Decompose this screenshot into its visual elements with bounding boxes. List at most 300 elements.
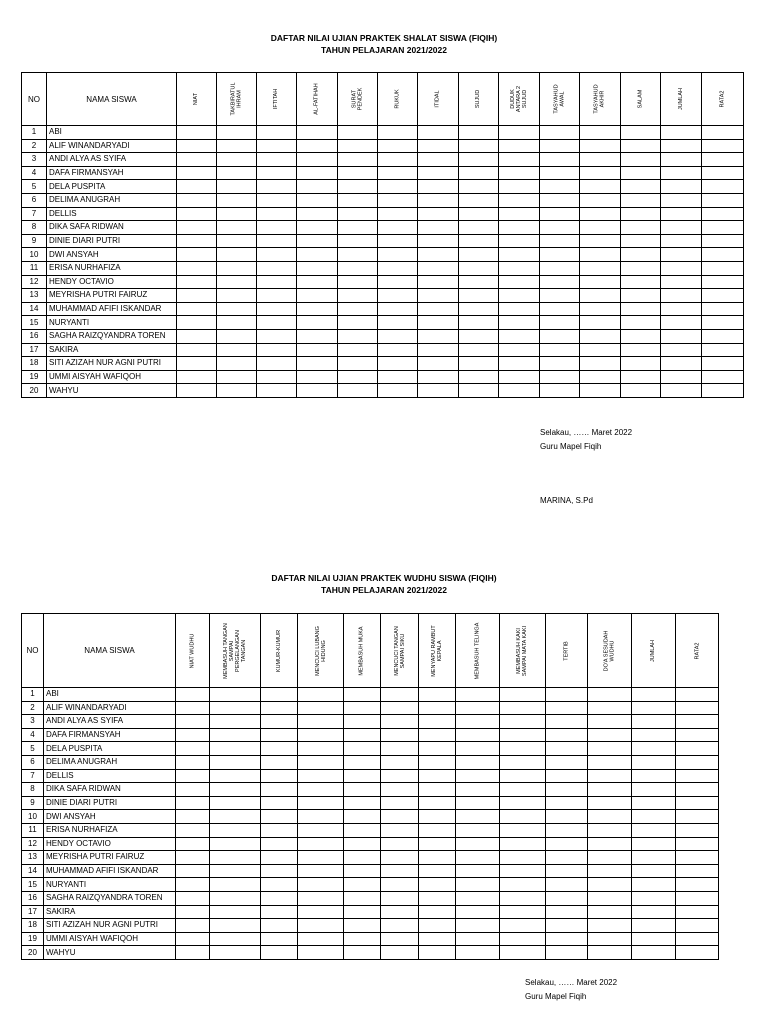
score-cell-iftitah	[257, 166, 297, 180]
score-cell-al-fatihah	[297, 153, 338, 167]
score-cell-tasyahud-awal	[540, 370, 580, 384]
score-cell-rukuk	[378, 261, 418, 275]
score-cell-rata2	[676, 783, 719, 797]
score-cell-sujud	[459, 166, 499, 180]
student-name: DIKA SAFA RIDWAN	[47, 221, 177, 235]
score-cell-membasuh-kaki-sampai-mata-kaki	[500, 688, 546, 702]
score-cell-menyapu-rambut-kepala	[419, 688, 456, 702]
score-cell-jumlah	[632, 919, 676, 933]
score-cell-iftitah	[257, 221, 297, 235]
table-row	[22, 248, 744, 262]
score-cell-duduk-antara-2-sujud	[499, 207, 540, 221]
score-cell-tasyahud-akhir	[580, 166, 621, 180]
score-cell-takbiratul-ihram	[217, 316, 257, 330]
score-cell-membasuh-kaki-sampai-mata-kaki	[500, 919, 546, 933]
score-cell-salam	[621, 275, 661, 289]
score-cell-membasuh-tangan-sampai-pergelangan-tangan	[210, 755, 261, 769]
score-cell-tasyahud-akhir	[580, 207, 621, 221]
score-cell-tasyahud-akhir	[580, 126, 621, 140]
score-cell-niat	[177, 207, 217, 221]
score-cell-salam	[621, 180, 661, 194]
score-cell-itidal	[418, 139, 459, 153]
score-cell-iftitah	[257, 139, 297, 153]
table-row	[22, 837, 719, 851]
col-header-sujud	[459, 73, 499, 126]
score-cell-do-a-sesudah-wudhu	[588, 715, 632, 729]
score-cell-menyapu-rambut-kepala	[419, 878, 456, 892]
score-cell-membasuh-tangan-sampai-pergelangan-tangan	[210, 769, 261, 783]
score-cell-rata2	[702, 302, 744, 316]
score-cell-takbiratul-ihram	[217, 275, 257, 289]
score-cell-sujud	[459, 126, 499, 140]
score-cell-tasyahud-awal	[540, 302, 580, 316]
student-name: DINIE DIARI PUTRI	[44, 796, 176, 810]
score-cell-membasuh-tangan-sampai-pergelangan-tangan	[210, 715, 261, 729]
score-cell-rukuk	[378, 248, 418, 262]
score-cell-tasyahud-awal	[540, 180, 580, 194]
score-cell-membasuh-tangan-sampai-pergelangan-tangan	[210, 919, 261, 933]
score-cell-menyapu-rambut-kepala	[419, 905, 456, 919]
score-cell-niat	[177, 193, 217, 207]
table-row	[22, 261, 744, 275]
score-cell-mencuci-tangan-sampai-siku	[381, 810, 419, 824]
score-cell-itidal	[418, 126, 459, 140]
student-name: DINIE DIARI PUTRI	[47, 234, 177, 248]
score-cell-surat-pendek	[338, 329, 378, 343]
score-cell-surat-pendek	[338, 180, 378, 194]
score-cell-sujud	[459, 370, 499, 384]
score-cell-mencuci-lubang-hidung	[298, 946, 344, 960]
score-cell-sujud	[459, 384, 499, 398]
score-cell-membasuh-tangan-sampai-pergelangan-tangan	[210, 688, 261, 702]
score-cell-rata2	[702, 166, 744, 180]
score-cell-al-fatihah	[297, 289, 338, 303]
score-cell-duduk-antara-2-sujud	[499, 153, 540, 167]
col-header-label: RATA2	[719, 90, 726, 108]
score-cell-do-a-sesudah-wudhu	[588, 688, 632, 702]
score-cell-tasyahud-awal	[540, 207, 580, 221]
score-cell-tertib	[546, 796, 588, 810]
shalat-title	[0, 32, 768, 56]
signature-teacher-name: MARINA, S.Pd	[540, 496, 593, 505]
score-cell-sujud	[459, 261, 499, 275]
score-cell-menyapu-rambut-kepala	[419, 919, 456, 933]
row-number: 8	[22, 221, 47, 235]
score-cell-itidal	[418, 289, 459, 303]
score-cell-sujud	[459, 180, 499, 194]
score-cell-itidal	[418, 384, 459, 398]
score-cell-mencuci-lubang-hidung	[298, 688, 344, 702]
row-number: 15	[22, 878, 44, 892]
score-cell-salam	[621, 370, 661, 384]
score-cell-mencuci-lubang-hidung	[298, 783, 344, 797]
score-cell-niat-wudhu	[176, 810, 210, 824]
student-name: SITI AZIZAH NUR AGNI PUTRI	[47, 357, 177, 371]
score-cell-rukuk	[378, 302, 418, 316]
score-cell-duduk-antara-2-sujud	[499, 193, 540, 207]
score-cell-membasuh-kaki-sampai-mata-kaki	[500, 742, 546, 756]
score-cell-mencuci-lubang-hidung	[298, 769, 344, 783]
score-cell-rata2	[676, 932, 719, 946]
col-header-rata2	[676, 614, 719, 688]
col-header-nama-siswa: NAMA SISWA	[47, 73, 177, 126]
score-cell-sujud	[459, 275, 499, 289]
score-cell-jumlah	[661, 357, 702, 371]
col-header-label: JUMLAH	[650, 639, 657, 662]
table-row	[22, 180, 744, 194]
score-cell-membasuh-muka	[344, 688, 381, 702]
score-cell-membasuh-muka	[344, 837, 381, 851]
score-cell-rukuk	[378, 275, 418, 289]
row-number: 20	[22, 946, 44, 960]
score-cell-membasuh-telinga	[456, 796, 500, 810]
col-header-duduk-antara-2-sujud	[499, 73, 540, 126]
student-name: ANDI ALYA AS SYIFA	[47, 153, 177, 167]
row-number: 6	[22, 193, 47, 207]
table-row	[22, 878, 719, 892]
score-cell-rukuk	[378, 166, 418, 180]
score-cell-menyapu-rambut-kepala	[419, 755, 456, 769]
col-header-label: MEMBASUH MUKA	[359, 625, 366, 676]
row-number: 15	[22, 316, 47, 330]
score-cell-membasuh-telinga	[456, 905, 500, 919]
wudhu-title-line1: DAFTAR NILAI UJIAN PRAKTEK WUDHU SISWA (FIQIH)	[271, 573, 497, 583]
score-cell-mencuci-tangan-sampai-siku	[381, 864, 419, 878]
score-cell-duduk-antara-2-sujud	[499, 248, 540, 262]
score-cell-rata2	[702, 248, 744, 262]
score-cell-mencuci-lubang-hidung	[298, 742, 344, 756]
score-cell-do-a-sesudah-wudhu	[588, 878, 632, 892]
score-cell-tasyahud-akhir	[580, 234, 621, 248]
score-cell-niat	[177, 289, 217, 303]
table-row	[22, 329, 744, 343]
score-cell-surat-pendek	[338, 126, 378, 140]
student-name: SAGHA RAIZQYANDRA TOREN	[44, 891, 176, 905]
score-cell-jumlah	[632, 851, 676, 865]
col-header-membasuh-telinga	[456, 614, 500, 688]
col-header-al-fatihah	[297, 73, 338, 126]
score-cell-mencuci-tangan-sampai-siku	[381, 688, 419, 702]
score-cell-sujud	[459, 248, 499, 262]
score-cell-takbiratul-ihram	[217, 126, 257, 140]
score-cell-rukuk	[378, 289, 418, 303]
score-cell-membasuh-kaki-sampai-mata-kaki	[500, 878, 546, 892]
score-cell-do-a-sesudah-wudhu	[588, 932, 632, 946]
score-cell-membasuh-telinga	[456, 769, 500, 783]
col-header-kumur-kumur	[261, 614, 298, 688]
row-number: 8	[22, 783, 44, 797]
score-cell-rata2	[702, 193, 744, 207]
col-header-membasuh-tangan-sampai-pergelangan-tangan	[210, 614, 261, 688]
col-header-label: ITIDAL	[435, 90, 441, 108]
score-cell-membasuh-tangan-sampai-pergelangan-tangan	[210, 810, 261, 824]
score-cell-itidal	[418, 357, 459, 371]
col-header-tasyahud-awal	[540, 73, 580, 126]
score-cell-do-a-sesudah-wudhu	[588, 864, 632, 878]
score-cell-jumlah	[632, 837, 676, 851]
score-cell-niat	[177, 153, 217, 167]
score-cell-al-fatihah	[297, 221, 338, 235]
score-cell-iftitah	[257, 275, 297, 289]
row-number: 14	[22, 302, 47, 316]
score-cell-rukuk	[378, 221, 418, 235]
row-number: 4	[22, 728, 44, 742]
score-cell-jumlah	[632, 769, 676, 783]
signature-place-date: Selakau, …… Maret 2022	[525, 978, 618, 987]
student-name: DELA PUSPITA	[47, 180, 177, 194]
score-cell-salam	[621, 126, 661, 140]
score-cell-kumur-kumur	[261, 919, 298, 933]
score-cell-rata2	[676, 715, 719, 729]
score-cell-membasuh-kaki-sampai-mata-kaki	[500, 715, 546, 729]
signature-place-date: Selakau, …… Maret 2022	[540, 428, 633, 437]
score-cell-membasuh-muka	[344, 728, 381, 742]
row-number: 11	[22, 261, 47, 275]
score-cell-do-a-sesudah-wudhu	[588, 769, 632, 783]
score-cell-mencuci-tangan-sampai-siku	[381, 742, 419, 756]
score-cell-rukuk	[378, 126, 418, 140]
score-cell-al-fatihah	[297, 261, 338, 275]
signature-block-shalat	[540, 426, 632, 508]
score-cell-rata2	[676, 742, 719, 756]
score-cell-al-fatihah	[297, 180, 338, 194]
score-cell-duduk-antara-2-sujud	[499, 221, 540, 235]
score-cell-membasuh-tangan-sampai-pergelangan-tangan	[210, 823, 261, 837]
score-cell-mencuci-tangan-sampai-siku	[381, 891, 419, 905]
score-cell-mencuci-lubang-hidung	[298, 715, 344, 729]
score-cell-tertib	[546, 728, 588, 742]
score-cell-niat	[177, 248, 217, 262]
score-cell-jumlah	[632, 796, 676, 810]
score-cell-salam	[621, 166, 661, 180]
score-cell-jumlah	[661, 384, 702, 398]
col-header-label: IFTITAH	[273, 88, 280, 110]
score-cell-membasuh-tangan-sampai-pergelangan-tangan	[210, 905, 261, 919]
score-cell-membasuh-kaki-sampai-mata-kaki	[500, 946, 546, 960]
table-row	[22, 126, 744, 140]
score-cell-takbiratul-ihram	[217, 289, 257, 303]
student-name: ALIF WINANDARYADI	[47, 139, 177, 153]
score-cell-duduk-antara-2-sujud	[499, 289, 540, 303]
score-cell-surat-pendek	[338, 343, 378, 357]
score-cell-membasuh-muka	[344, 796, 381, 810]
col-header-jumlah	[632, 614, 676, 688]
score-cell-al-fatihah	[297, 193, 338, 207]
student-name: SAKIRA	[44, 905, 176, 919]
score-cell-do-a-sesudah-wudhu	[588, 755, 632, 769]
score-cell-tertib	[546, 932, 588, 946]
wudhu-header-row	[22, 614, 719, 688]
col-header-label: SALAM	[637, 89, 644, 109]
score-cell-rukuk	[378, 153, 418, 167]
score-cell-membasuh-kaki-sampai-mata-kaki	[500, 755, 546, 769]
score-cell-jumlah	[661, 261, 702, 275]
table-row	[22, 207, 744, 221]
score-cell-rata2	[676, 851, 719, 865]
score-cell-al-fatihah	[297, 370, 338, 384]
student-name: ABI	[47, 126, 177, 140]
score-cell-rukuk	[378, 193, 418, 207]
score-cell-jumlah	[661, 126, 702, 140]
score-cell-takbiratul-ihram	[217, 153, 257, 167]
score-cell-iftitah	[257, 329, 297, 343]
score-cell-salam	[621, 221, 661, 235]
col-header-label: MENCUCI LUBANG HIDUNG	[314, 625, 327, 676]
score-cell-iftitah	[257, 316, 297, 330]
score-cell-mencuci-lubang-hidung	[298, 810, 344, 824]
score-cell-menyapu-rambut-kepala	[419, 823, 456, 837]
score-cell-membasuh-telinga	[456, 783, 500, 797]
score-cell-rukuk	[378, 316, 418, 330]
score-cell-rata2	[676, 810, 719, 824]
score-cell-surat-pendek	[338, 166, 378, 180]
score-cell-do-a-sesudah-wudhu	[588, 851, 632, 865]
score-cell-membasuh-telinga	[456, 755, 500, 769]
score-cell-kumur-kumur	[261, 783, 298, 797]
student-name: MUHAMMAD AFIFI ISKANDAR	[44, 864, 176, 878]
col-header-label: AL-FATIHAH	[313, 83, 320, 115]
table-row	[22, 221, 744, 235]
student-name: MUHAMMAD AFIFI ISKANDAR	[47, 302, 177, 316]
score-cell-membasuh-kaki-sampai-mata-kaki	[500, 769, 546, 783]
table-row	[22, 302, 744, 316]
score-cell-tertib	[546, 837, 588, 851]
score-cell-membasuh-tangan-sampai-pergelangan-tangan	[210, 851, 261, 865]
table-row	[22, 316, 744, 330]
score-cell-takbiratul-ihram	[217, 166, 257, 180]
score-cell-tasyahud-akhir	[580, 180, 621, 194]
score-cell-iftitah	[257, 302, 297, 316]
score-cell-salam	[621, 261, 661, 275]
row-number: 5	[22, 742, 44, 756]
score-cell-mencuci-lubang-hidung	[298, 701, 344, 715]
score-cell-membasuh-telinga	[456, 688, 500, 702]
score-cell-niat	[177, 316, 217, 330]
score-cell-menyapu-rambut-kepala	[419, 783, 456, 797]
score-cell-kumur-kumur	[261, 796, 298, 810]
score-cell-niat-wudhu	[176, 851, 210, 865]
col-header-salam	[621, 73, 661, 126]
score-cell-niat-wudhu	[176, 728, 210, 742]
row-number: 6	[22, 755, 44, 769]
col-header-label: NIAT	[193, 92, 200, 106]
score-cell-rata2	[702, 316, 744, 330]
score-cell-iftitah	[257, 193, 297, 207]
table-row	[22, 139, 744, 153]
score-cell-mencuci-tangan-sampai-siku	[381, 878, 419, 892]
score-cell-rata2	[676, 919, 719, 933]
score-cell-membasuh-muka	[344, 878, 381, 892]
score-cell-tertib	[546, 823, 588, 837]
score-cell-mencuci-lubang-hidung	[298, 755, 344, 769]
score-cell-rata2	[702, 329, 744, 343]
row-number: 7	[22, 207, 47, 221]
score-cell-rata2	[702, 261, 744, 275]
score-cell-rata2	[702, 234, 744, 248]
student-name: ERISA NURHAFIZA	[44, 823, 176, 837]
row-number: 14	[22, 864, 44, 878]
col-header-rata2	[702, 73, 744, 126]
col-header-label: MENCUCI TANGAN SAMPAI SIKU	[393, 625, 406, 676]
table-row	[22, 688, 719, 702]
score-cell-surat-pendek	[338, 316, 378, 330]
score-cell-menyapu-rambut-kepala	[419, 728, 456, 742]
score-cell-membasuh-tangan-sampai-pergelangan-tangan	[210, 891, 261, 905]
score-cell-niat	[177, 357, 217, 371]
score-cell-surat-pendek	[338, 139, 378, 153]
score-cell-membasuh-kaki-sampai-mata-kaki	[500, 851, 546, 865]
score-cell-tasyahud-akhir	[580, 316, 621, 330]
score-cell-mencuci-tangan-sampai-siku	[381, 946, 419, 960]
row-number: 11	[22, 823, 44, 837]
score-cell-membasuh-telinga	[456, 878, 500, 892]
score-cell-do-a-sesudah-wudhu	[588, 742, 632, 756]
score-cell-membasuh-muka	[344, 783, 381, 797]
score-cell-jumlah	[632, 891, 676, 905]
score-cell-duduk-antara-2-sujud	[499, 384, 540, 398]
score-cell-duduk-antara-2-sujud	[499, 126, 540, 140]
score-cell-tasyahud-akhir	[580, 221, 621, 235]
student-name: DELA PUSPITA	[44, 742, 176, 756]
score-cell-iftitah	[257, 180, 297, 194]
score-cell-rata2	[676, 769, 719, 783]
student-name: NURYANTI	[47, 316, 177, 330]
table-row	[22, 796, 719, 810]
score-cell-duduk-antara-2-sujud	[499, 180, 540, 194]
score-cell-jumlah	[632, 715, 676, 729]
score-cell-iftitah	[257, 261, 297, 275]
score-cell-jumlah	[661, 316, 702, 330]
score-cell-mencuci-lubang-hidung	[298, 891, 344, 905]
score-cell-rata2	[676, 823, 719, 837]
row-number: 19	[22, 932, 44, 946]
score-cell-takbiratul-ihram	[217, 370, 257, 384]
table-row	[22, 701, 719, 715]
score-cell-tasyahud-awal	[540, 234, 580, 248]
score-cell-tertib	[546, 688, 588, 702]
score-cell-jumlah	[632, 742, 676, 756]
score-cell-al-fatihah	[297, 166, 338, 180]
score-cell-niat-wudhu	[176, 742, 210, 756]
score-cell-membasuh-telinga	[456, 932, 500, 946]
shalat-header-row	[22, 73, 744, 126]
score-cell-mencuci-lubang-hidung	[298, 905, 344, 919]
score-cell-kumur-kumur	[261, 810, 298, 824]
col-header-label: TAKBIRATUL IHRAM	[230, 82, 243, 116]
score-cell-rata2	[676, 755, 719, 769]
student-name: NURYANTI	[44, 878, 176, 892]
score-cell-tasyahud-akhir	[580, 357, 621, 371]
score-cell-membasuh-muka	[344, 742, 381, 756]
score-cell-al-fatihah	[297, 234, 338, 248]
score-cell-tertib	[546, 946, 588, 960]
table-row	[22, 234, 744, 248]
score-cell-tasyahud-akhir	[580, 153, 621, 167]
row-number: 2	[22, 701, 44, 715]
score-cell-do-a-sesudah-wudhu	[588, 810, 632, 824]
score-cell-tasyahud-akhir	[580, 261, 621, 275]
score-cell-sujud	[459, 329, 499, 343]
col-header-label: TASYAHUD AWAL	[553, 84, 566, 114]
student-name: DAFA FIRMANSYAH	[47, 166, 177, 180]
row-number: 4	[22, 166, 47, 180]
student-name: HENDY OCTAVIO	[47, 275, 177, 289]
score-cell-niat	[177, 139, 217, 153]
score-cell-surat-pendek	[338, 153, 378, 167]
score-cell-iftitah	[257, 153, 297, 167]
score-cell-surat-pendek	[338, 234, 378, 248]
score-cell-tasyahud-awal	[540, 329, 580, 343]
